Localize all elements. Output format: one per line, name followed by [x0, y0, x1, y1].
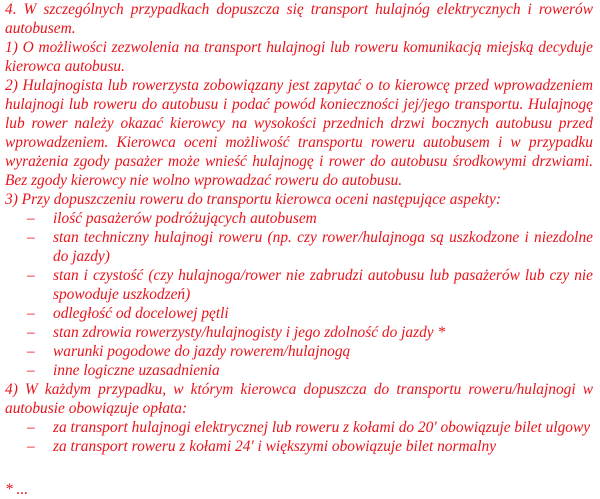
dash-marker: –: [27, 343, 35, 360]
list-item: [5, 209, 593, 228]
list-item: [5, 437, 593, 456]
list-item-text: stan techniczny hulajnogi roweru (np. czy rower/hulajnoga są uszkodzone i niezdolne do jazdy): [53, 229, 593, 265]
list-item: [5, 266, 593, 304]
list-item: [5, 418, 593, 437]
dash-marker: –: [27, 438, 35, 455]
list-item: [5, 323, 593, 342]
point-4: 4) W każdym przypadku, w którym kierowca dopuszcza do transportu roweru/hulajnogi w autobusie obowiązuje opłata:: [5, 381, 593, 417]
dash-marker: –: [27, 267, 35, 284]
list-item-text: odległość od docelowej pętli: [53, 305, 229, 322]
dash-marker: –: [27, 362, 35, 379]
point-3: 3) Przy dopuszczeniu roweru do transportu kierowca oceni następujące aspekty:: [5, 191, 501, 208]
list-item-text: inne logiczne uzasadnienia: [53, 362, 220, 379]
list-item-text: stan zdrowia rowerzysty/hulajnogisty i jego zdolność do jazdy *: [53, 324, 446, 341]
list-item-text: za transport roweru z kołami 24' i większymi obowiązuje bilet normalny: [53, 438, 497, 455]
dash-marker: –: [27, 305, 35, 322]
list-item: [5, 228, 593, 266]
list-item-text: ilość pasażerów podróżujących autobusem: [53, 210, 317, 227]
section-4-intro: 4. W szczególnych przypadkach dopuszcza się transport hulajnóg elektrycznych i rowerów autobusem.: [5, 1, 593, 37]
list-item: [5, 342, 593, 361]
list-item-text: warunki pogodowe do jazdy rowerem/hulajnogą: [53, 343, 351, 360]
dash-marker: –: [27, 229, 35, 246]
list-item: [5, 304, 593, 323]
document-body: [5, 0, 593, 456]
list-item: [5, 361, 593, 380]
list-item-text: stan i czystość (czy hulajnoga/rower nie zabrudzi autobusu lub pasażerów lub czy nie spowoduje uszkodzeń): [53, 267, 593, 303]
cut-off-footnote: * ...: [5, 481, 29, 498]
dash-marker: –: [27, 324, 35, 341]
point-2: 2) Hulajnogista lub rowerzysta zobowiązany jest zapytać o to kierowcę przed wprowadzeniem hulajnogi lub roweru do autobusu i podać powód konieczności jej/jego transportu. Hulajnogę lub rower należy okazać kierowcy na wysokości przednich drzwi bocznych autobusu przed wprowadzeniem. Kierowca oceni możliwość transportu roweru autobusem i w przypadku wyrażenia zgody pasażer może wnieść hulajnogę i rower do autobusu środkowymi drzwiami. Bez zgody kierowcy nie wolno wprowadzać roweru do autobusu.: [5, 77, 593, 189]
dash-marker: –: [27, 210, 35, 227]
point-1: 1) O możliwości zezwolenia na transport hulajnogi lub roweru komunikacją miejską decyduje kierowca autobusu.: [5, 39, 593, 75]
aspects-list: [5, 209, 593, 380]
list-item-text: za transport hulajnogi elektrycznej lub roweru z kołami do 20' obowiązuje bilet ulgowy: [53, 419, 591, 436]
fees-list: [5, 418, 593, 456]
dash-marker: –: [27, 419, 35, 436]
